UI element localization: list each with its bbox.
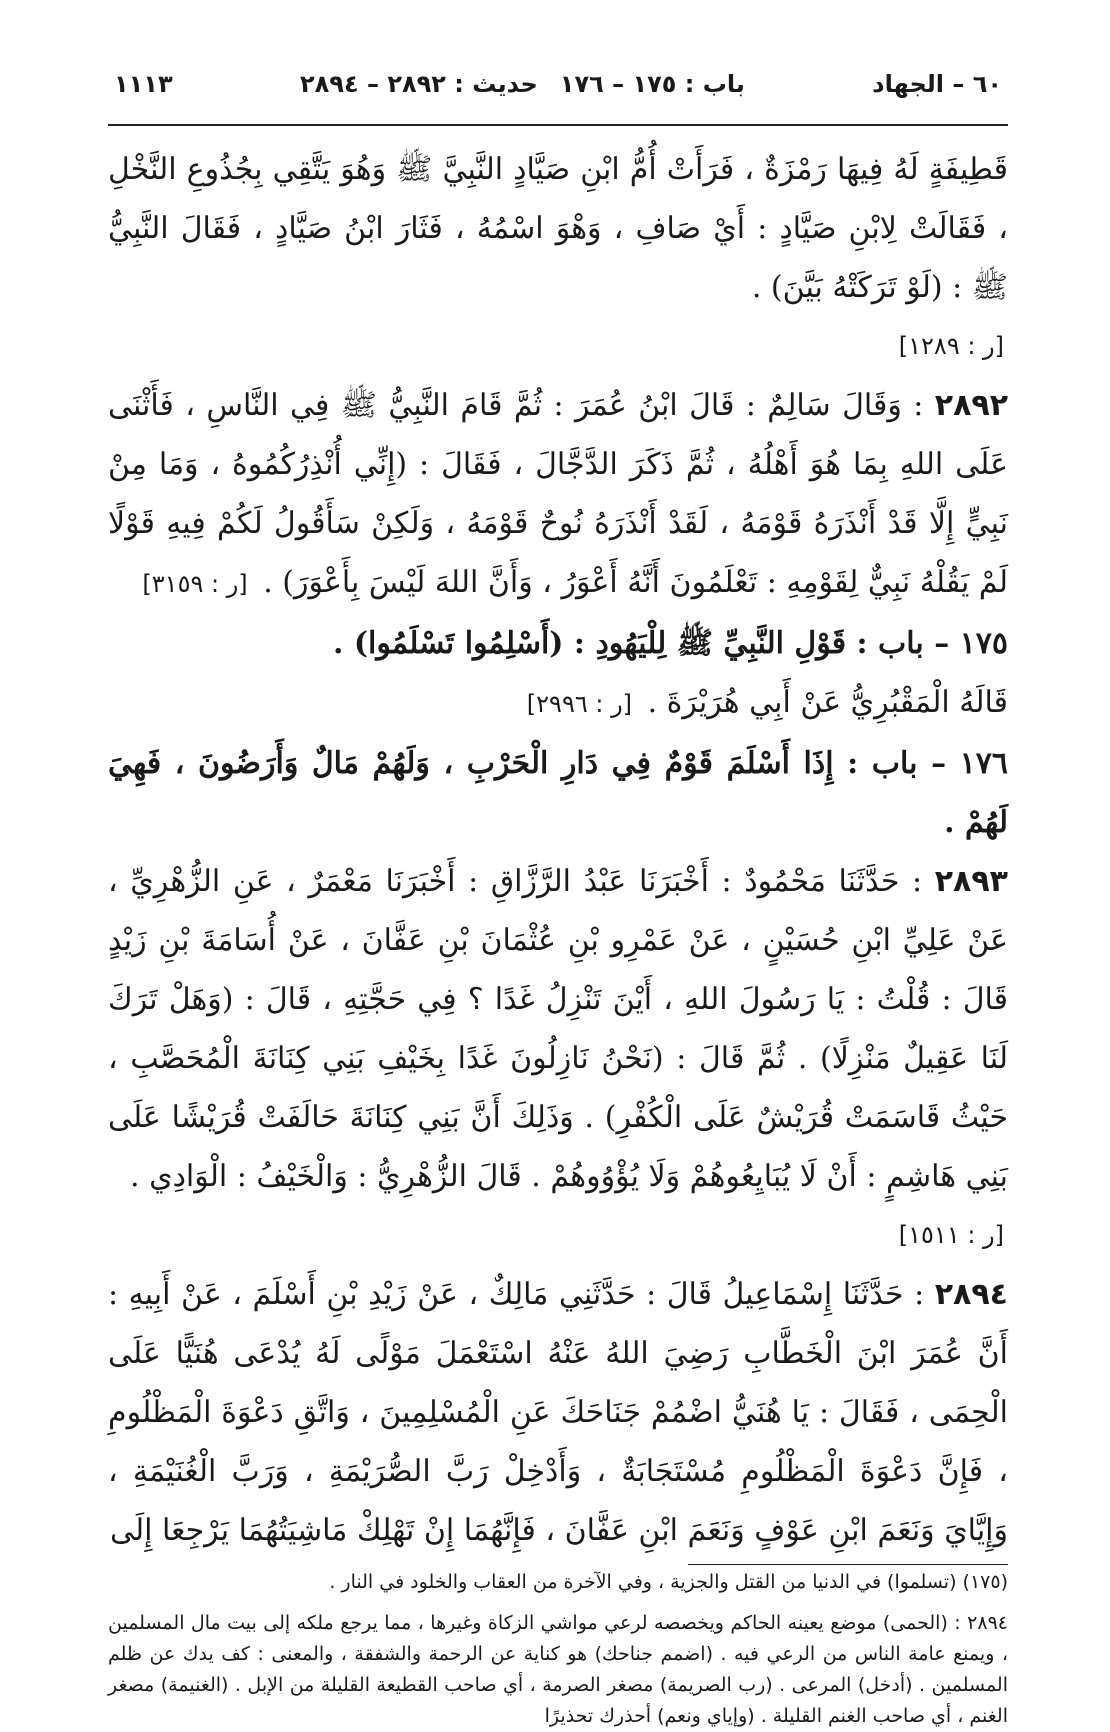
reference-1511: [ر : ١٥١١] — [898, 1221, 1004, 1249]
bab-175-source: قَالَهُ الْمَقْبُرِيُّ عَنْ أَبِي هُرَيْرَةَ . — [647, 685, 1008, 720]
footnote-separator — [688, 1564, 1008, 1565]
book-page — [108, 70, 1008, 1732]
bab-range: باب : ١٧٥ – ١٧٦ — [559, 70, 745, 98]
hadith-number: ٢٨٩٤ — [934, 1277, 1008, 1312]
bab-175-note — [108, 673, 1008, 734]
bab-176-heading: ١٧٦ – باب : إِذَا أَسْلَمَ قَوْمٌ فِي دَارِ الْحَرْبِ ، وَلَهُمْ مَالٌ وَأَرَضُونَ ، فَهِيَ لَهُمْ . — [108, 746, 1008, 840]
hadith-2894 — [108, 1265, 1008, 1560]
reference-3159: [ر : ٣١٥٩] — [142, 570, 248, 598]
header-rule — [108, 124, 1008, 126]
hadith-2893 — [108, 852, 1008, 1206]
footnotes — [108, 1567, 1008, 1732]
hadith-number: ٢٨٩٣ — [934, 864, 1008, 899]
chapter-title: ٦٠ – الجهاد — [872, 70, 1002, 98]
page-number: ١١١٣ — [114, 70, 173, 98]
hadith-text: : حَدَّثَنَا إِسْمَاعِيلُ قَالَ : حَدَّثَنِي مَالِكٌ ، عَنْ زَيْدِ بْنِ أَسْلَمَ ، عَنْ أَبِيهِ : أَنَّ عُمَرَ ابْنَ الْخَطَّابِ رَضِيَ اللهُ عَنْهُ اسْتَعْمَلَ مَوْلًى لَهُ يُدْعَى هُنَيًّا عَلَى الْحِمَى ، فَقَالَ : يَا هُنَيُّ اضْمُمْ جَنَاحَكَ عَنِ الْمُسْلِمِينَ ، وَاتَّقِ دَعْوَةَ الْمَظْلُومِ ، فَإِنَّ دَعْوَةَ الْمَظْلُومِ مُسْتَجَابَةٌ ، وَأَدْخِلْ رَبَّ الصُّرَيْمَةِ ، وَرَبَّ الْغُنَيْمَةِ ، وَإِيَّايَ وَنَعَمَ ابْنِ عَوْفٍ وَنَعَمَ ابْنِ عَفَّانَ ، فَإِنَّهُمَا إِنْ تَهْلِكْ مَاشِيَتُهُمَا يَرْجِعَا إِلَى — [108, 1277, 1008, 1548]
footnote-175: (١٧٥) (تسلموا) في الدنيا من القتل والجزية ، وفي الآخرة من العقاب والخلود في النار . — [329, 1571, 1008, 1593]
hadith-text: : وَقَالَ سَالِمٌ : قَالَ ابْنُ عُمَرَ : ثُمَّ قَامَ النَّبِيُّ ﷺ فِي النَّاسِ ، فَأَثْنَى عَلَى اللهِ بِمَا هُوَ أَهْلُهُ ، ثُمَّ ذَكَرَ الدَّجَّالَ ، فَقَالَ : (إِنِّي أُنْذِرُكُمُوهُ ، وَمَا مِنْ نَبِيٍّ إِلَّا قَدْ أَنْذَرَهُ قَوْمَهُ ، لَقَدْ أَنْذَرَهُ نُوحٌ قَوْمَهُ ، وَلَكِنْ سَأَقُولُ لَكُمْ فِيهِ قَوْلًا لَمْ يَقُلْهُ نَبِيٌّ لِقَوْمِهِ : تَعْلَمُونَ أَنَّهُ أَعْوَرُ ، وَأَنَّ اللهَ لَيْسَ بِأَعْوَرَ) . — [108, 388, 1008, 600]
paragraph-continuation: قَطِيفَةٍ لَهُ فِيهَا رَمْزَةٌ ، فَرَأَتْ أُمُّ ابْنِ صَيَّادٍ النَّبِيَّ ﷺ وَهُوَ يَتَّقِي بِجُذُوعِ النَّخْلِ ، فَقَالَتْ لِابْنِ صَيَّادٍ : أَيْ صَافِ ، وَهْوَ اسْمُهُ ، فَثَارَ ابْنُ صَيَّادٍ ، فَقَالَ النَّبِيُّ ﷺ : (لَوْ تَرَكَتْهُ بَيَّنَ) . — [108, 152, 1008, 305]
hadith-range: حديث : ٢٨٩٢ – ٢٨٩٤ — [300, 70, 538, 98]
reference-2996: [ر : ٢٩٩٦] — [526, 690, 633, 718]
hadith-text: : حَدَّثَنَا مَحْمُودٌ : أَخْبَرَنَا عَبْدُ الرَّزَّاقِ : أَخْبَرَنَا مَعْمَرٌ ، عَنِ الزُّهْرِيِّ ، عَنْ عَلِيِّ ابْنِ حُسَيْنٍ ، عَنْ عَمْرِو بْنِ عُثْمَانَ بْنِ عَفَّانَ ، عَنْ أُسَامَةَ بْنِ زَيْدٍ قَالَ : قُلْتُ : يَا رَسُولَ اللهِ ، أَيْنَ تَنْزِلُ غَدًا ؟ فِي حَجَّتِهِ ، قَالَ : (وَهَلْ تَرَكَ لَنَا عَقِيلٌ مَنْزِلًا) . ثُمَّ قَالَ : (نَحْنُ نَازِلُونَ غَدًا بِخَيْفِ بَنِي كِنَانَةَ الْمُحَصَّبِ ، حَيْثُ قَاسَمَتْ قُرَيْشٌ عَلَى الْكُفْرِ) . وَذَلِكَ أَنَّ بَنِي كِنَانَةَ حَالَفَتْ قُرَيْشًا عَلَى بَنِي هَاشِمٍ : أَنْ لَا يُبَايِعُوهُمْ وَلَا يُؤْوُوهُمْ . قَالَ الزُّهْرِيُّ : وَالْخَيْفُ : الْوَادِي . — [108, 864, 1008, 1194]
bab-175-heading: ١٧٥ – باب : قَوْلِ النَّبِيِّ ﷺ لِلْيَهُودِ : (أَسْلِمُوا تَسْلَمُوا) . — [332, 626, 1008, 661]
reference-1289: [ر : ١٢٨٩] — [898, 332, 1004, 360]
hadith-number: ٢٨٩٢ — [934, 388, 1009, 423]
section-range — [300, 70, 745, 98]
main-text — [108, 140, 1008, 1560]
running-header — [108, 70, 1008, 114]
hadith-2892 — [108, 376, 1008, 614]
footnote-2894: ٢٨٩٤ : (الحمى) موضع يعينه الحاكم ويخصصه لرعي مواشي الزكاة وغيرها ، مما يرجع ملكه إلى بيت مال المسلمين ، ويمنع عامة الناس من الرعي فيه . (اضمم جناحك) هو كناية عن الرحمة والشفقة ، والمعنى : كف يدك عن ظلم المسلمين . (أدخل) المرعى . (رب الصريمة) مصغر الصرمة ، أي صاحب القطيعة القليلة من الإبل . (الغنيمة) مصغر الغنم ، أي صاحب الغنم القليلة . (وإياي ونعم) أحذرك تحذيرًا — [108, 1612, 1008, 1727]
